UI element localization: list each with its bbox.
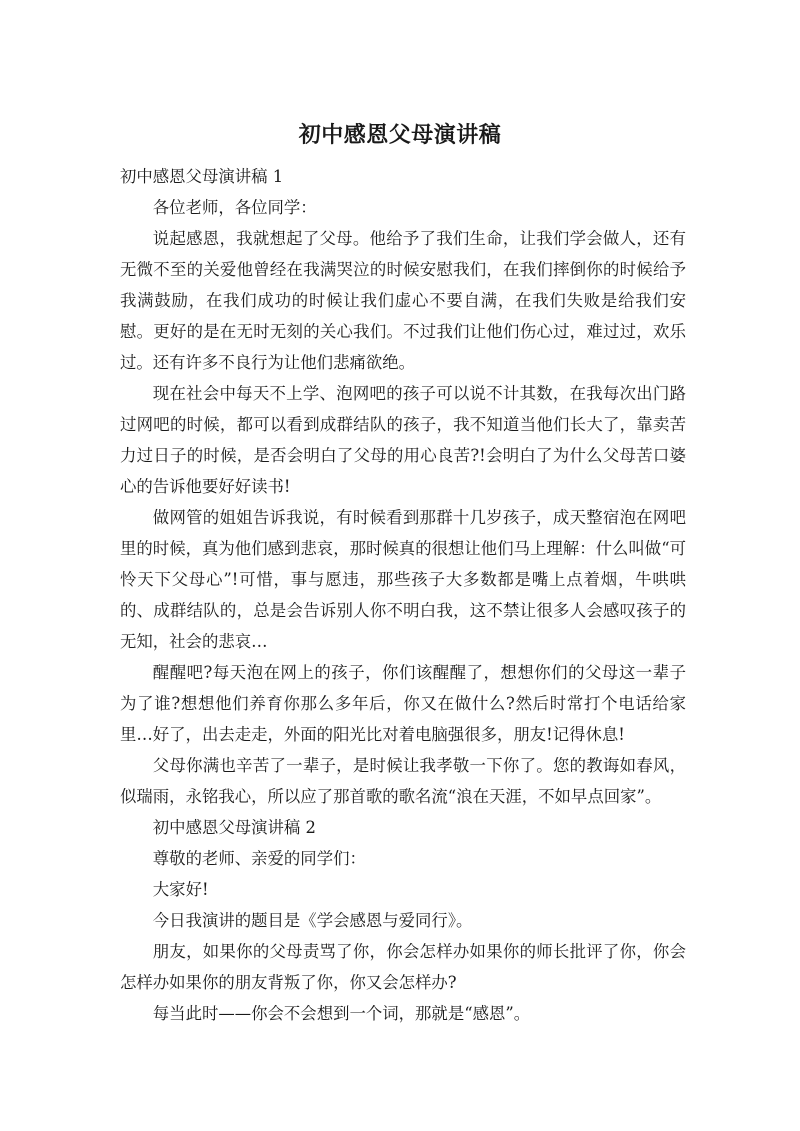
section-heading-2: 初中感恩父母演讲稿 2	[152, 818, 316, 837]
body-paragraph: 醒醒吧?每天泡在网上的孩子，你们该醒醒了，想想你们的父母这一辈子为了谁?想想他们养育你那么多年后，你又在做什么?然后时常打个电话给家里…好了，出去走走，外面的阳光比对着电脑强很多，朋友!记得休息!	[120, 663, 686, 744]
body-paragraph: 现在社会中每天不上学、泡网吧的孩子可以说不计其数，在我每次出门路过网吧的时候，都可以看到成群结队的孩子，我不知道当他们长大了，靠卖苦力过日子的时候，是否会明白了父母的用心良苦?!会明白了为什么父母苦口婆心的告诉他要好好读书!	[120, 384, 686, 496]
body-paragraph: 说起感恩，我就想起了父母。他给予了我们生命，让我们学会做人，还有无微不至的关爱他曾经在我满哭泣的时候安慰我们，在我们摔倒你的时候给予我满鼓励，在我们成功的时候让我们虚心不要自满，在我们失败是给我们安慰。更好的是在无时无刻的关心我们。不过我们让他们伤心过，难过过，欢乐过。还有许多不良行为让他们悲痛欲绝。	[120, 229, 686, 372]
document-title: 初中感恩父母演讲稿	[298, 123, 502, 148]
body-paragraph: 每当此时——你会不会想到一个词，那就是“感恩”。	[152, 1004, 531, 1023]
document-body	[120, 161, 686, 1029]
body-paragraph: 朋友，如果你的父母责骂了你，你会怎样办如果你的师长批评了你，你会怎样办如果你的朋友背叛了你，你又会怎样办?	[120, 942, 686, 992]
body-paragraph: 做网管的姐姐告诉我说，有时候看到那群十几岁孩子，成天整宿泡在网吧里的时候，真为他们感到悲哀，那时候真的很想让他们马上理解：什么叫做“可怜天下父母心”!可惜，事与愿违，那些孩子大多数都是嘴上点着烟，牛哄哄的、成群结队的，总是会告诉别人你不明白我，这不禁让很多人会感叹孩子的无知，社会的悲哀…	[120, 508, 686, 651]
body-paragraph: 今日我演讲的题目是《学会感恩与爱同行》。	[152, 911, 473, 930]
body-paragraph: 大家好!	[152, 880, 209, 899]
body-paragraph: 父母你满也辛苦了一辈子，是时候让我孝敬一下你了。您的教诲如春风，似瑞雨，永铭我心，所以应了那首歌的歌名流“浪在天涯，不如早点回家”。	[120, 756, 686, 806]
section-heading-1: 初中感恩父母演讲稿 1	[120, 167, 284, 186]
greeting-paragraph: 尊敬的老师、亲爱的同学们：	[152, 849, 366, 868]
greeting-paragraph: 各位老师，各位同学：	[152, 198, 317, 217]
